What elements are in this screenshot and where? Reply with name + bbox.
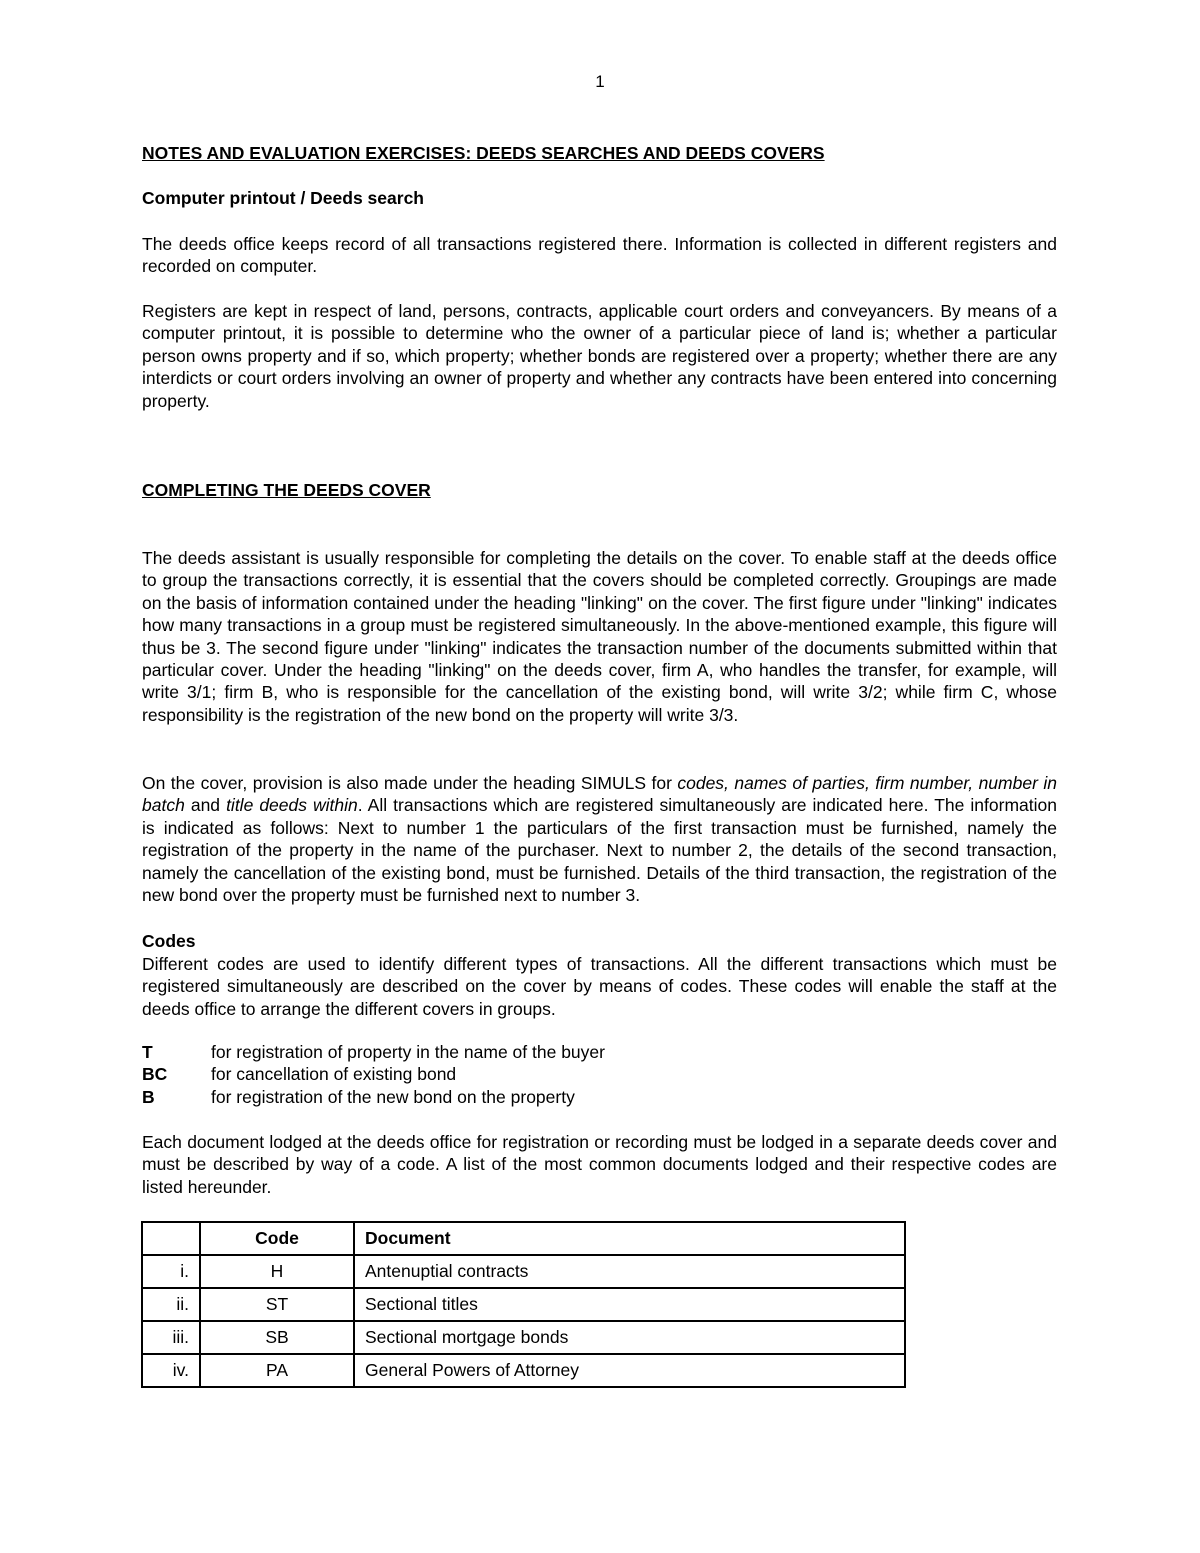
code-label: T [142, 1042, 153, 1062]
table-cell-document: General Powers of Attorney [354, 1354, 905, 1387]
table-row [142, 1288, 905, 1321]
list-item [142, 1086, 605, 1108]
table-row [142, 1255, 905, 1288]
table-header-index [142, 1222, 200, 1255]
document-codes-table [141, 1221, 906, 1388]
paragraph-codes-outro: Each document lodged at the deeds office for registration or recording must be lodged in a separate deeds cover and must be described by way of a code. A list of the most common documents lodged and their respective codes are listed hereunder. [142, 1132, 1057, 1197]
paragraph-simuls [142, 772, 1057, 906]
table-header-row [142, 1222, 905, 1255]
table-cell-code: PA [200, 1354, 354, 1387]
code-description: for registration of property in the name of the buyer [211, 1042, 605, 1062]
simuls-italic-1: codes, names of parties, firm number, number in batch [142, 773, 1057, 816]
list-item [142, 1041, 605, 1063]
table-header-code: Code [200, 1222, 354, 1255]
paragraph-deeds-office: The deeds office keeps record of all transactions registered there. Information is collected in different registers and recorded on computer. [142, 234, 1057, 277]
code-description: for registration of the new bond on the property [211, 1086, 575, 1107]
table-cell-code: H [200, 1255, 354, 1288]
table-row [142, 1354, 905, 1387]
codes-list [142, 1041, 605, 1108]
code-label: BC [142, 1064, 168, 1085]
table-cell-document: Sectional mortgage bonds [354, 1321, 905, 1354]
table-cell-index: i. [142, 1255, 200, 1288]
code-description: for cancellation of existing bond [211, 1064, 457, 1085]
list-item [142, 1063, 605, 1085]
table-cell-index: iii. [142, 1321, 200, 1354]
code-label: B [142, 1086, 155, 1107]
table-cell-code: ST [200, 1288, 354, 1321]
table-cell-code: SB [200, 1321, 354, 1354]
paragraph-registers: Registers are kept in respect of land, persons, contracts, applicable court orders and conveyancers. By means of a computer printout, it is possible to determine who the owner of a particular piece of land is; whether a particular person owns property and if so, which property; whether bonds are registered over a property; whether there are any interdicts or court orders involving an owner of property and whether any contracts have been entered into concerning property. [142, 301, 1057, 411]
table-cell-document: Sectional titles [354, 1288, 905, 1321]
table-cell-document: Antenuptial contracts [354, 1255, 905, 1288]
section-heading-codes: Codes [142, 931, 196, 951]
paragraph-linking: The deeds assistant is usually responsible for completing the details on the cover. To enable staff at the deeds office to group the transactions correctly, it is essential that the covers should be completed correctly. Groupings are made on the basis of information contained under the heading "linking" on the cover. The first figure under "linking" indicates how many transactions in a group must be registered simultaneously. In the above-mentioned example, this figure will thus be 3. The second figure under "linking" indicates the transaction number of the documents submitted within that particular cover. Under the heading "linking" on the deeds cover, firm A, who handles the transfer, for example, will write 3/1; firm B, who is responsible for the cancellation of the existing bond, will write 3/2; while firm C, whose responsibility is the registration of the new bond on the property will write 3/3. [142, 548, 1057, 725]
simuls-text-c: . All transactions which are registered simultaneously are indicated here. The information is indicated as follows: Next to number 1 the particulars of the first transaction must be furnished, namely the registration of the property in the name of the purchaser. Next to number 2, the details of the second transaction, namely the cancellation of the existing bond, must be furnished. Details of the third transaction, the registration of the new bond over the property must be furnished next to number 3. [142, 795, 1057, 906]
paragraph-codes-intro: Different codes are used to identify different types of transactions. All the different transactions which must be registered simultaneously are described on the cover by means of codes. These codes will enable the staff at the deeds office to arrange the different covers in groups. [142, 954, 1057, 1019]
simuls-text-b: and [184, 795, 227, 816]
section-heading-deeds-search: Computer printout / Deeds search [142, 188, 424, 208]
table-row [142, 1321, 905, 1354]
table-cell-index: ii. [142, 1288, 200, 1321]
table-header-document: Document [354, 1222, 905, 1255]
table-cell-index: iv. [142, 1354, 200, 1387]
page-number: 1 [595, 72, 605, 91]
simuls-italic-2: title deeds within [226, 795, 358, 816]
document-title: NOTES AND EVALUATION EXERCISES: DEEDS SEARCHES AND DEEDS COVERS [142, 143, 825, 163]
section-heading-deeds-cover: COMPLETING THE DEEDS COVER [142, 480, 431, 500]
simuls-text-a: On the cover, provision is also made under the heading SIMULS for [142, 773, 678, 793]
